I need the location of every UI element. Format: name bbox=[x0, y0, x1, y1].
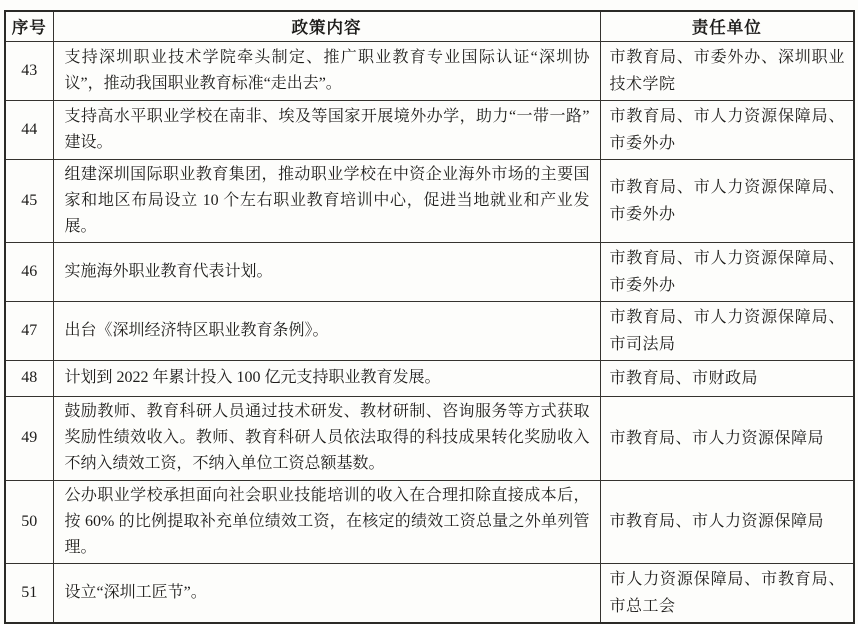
policy-content: 公办职业学校承担面向社会职业技能培训的收入在合理扣除直接成本后，按 60% 的比例提取补充单位绩效工资，在核定的绩效工资总量之外单列管理。 bbox=[53, 480, 600, 563]
policy-content: 组建深圳国际职业教育集团，推动职业学校在中资企业海外市场的主要国家和地区布局设立 10 个左右职业教育培训中心，促进当地就业和产业发展。 bbox=[53, 159, 600, 242]
row-number: 51 bbox=[5, 563, 53, 623]
table-row bbox=[5, 301, 854, 360]
row-number: 49 bbox=[5, 396, 53, 480]
row-number: 43 bbox=[5, 41, 53, 100]
header-cell-no: 序号 bbox=[5, 11, 53, 41]
table-row bbox=[5, 159, 854, 242]
row-number: 48 bbox=[5, 360, 53, 396]
table-header-row bbox=[5, 11, 854, 41]
responsible-unit: 市教育局、市人力资源保障局 bbox=[600, 480, 854, 563]
row-number: 44 bbox=[5, 100, 53, 159]
policy-content: 设立“深圳工匠节”。 bbox=[53, 563, 600, 623]
table-row bbox=[5, 360, 854, 396]
responsible-unit: 市教育局、市财政局 bbox=[600, 360, 854, 396]
policy-content: 出台《深圳经济特区职业教育条例》。 bbox=[53, 301, 600, 360]
responsible-unit: 市人力资源保障局、市教育局、市总工会 bbox=[600, 563, 854, 623]
policy-content: 支持高水平职业学校在南非、埃及等国家开展境外办学，助力“一带一路”建设。 bbox=[53, 100, 600, 159]
table-row bbox=[5, 242, 854, 301]
policy-content: 实施海外职业教育代表计划。 bbox=[53, 242, 600, 301]
responsible-unit: 市教育局、市人力资源保障局 bbox=[600, 396, 854, 480]
row-number: 46 bbox=[5, 242, 53, 301]
policy-table bbox=[4, 10, 855, 624]
responsible-unit: 市教育局、市人力资源保障局、市司法局 bbox=[600, 301, 854, 360]
policy-content: 计划到 2022 年累计投入 100 亿元支持职业教育发展。 bbox=[53, 360, 600, 396]
table-row bbox=[5, 41, 854, 100]
table-row bbox=[5, 480, 854, 563]
responsible-unit: 市教育局、市人力资源保障局、市委外办 bbox=[600, 100, 854, 159]
row-number: 50 bbox=[5, 480, 53, 563]
header-cell-unit: 责任单位 bbox=[600, 11, 854, 41]
table-row bbox=[5, 396, 854, 480]
table-row bbox=[5, 100, 854, 159]
row-number: 45 bbox=[5, 159, 53, 242]
responsible-unit: 市教育局、市人力资源保障局、市委外办 bbox=[600, 242, 854, 301]
row-number: 47 bbox=[5, 301, 53, 360]
responsible-unit: 市教育局、市委外办、深圳职业技术学院 bbox=[600, 41, 854, 100]
header-cell-content: 政策内容 bbox=[53, 11, 600, 41]
table-row bbox=[5, 563, 854, 623]
policy-content: 鼓励教师、教育科研人员通过技术研发、教材研制、咨询服务等方式获取奖励性绩效收入。教师、教育科研人员依法取得的科技成果转化奖励收入不纳入绩效工资，不纳入单位工资总额基数。 bbox=[53, 396, 600, 480]
responsible-unit: 市教育局、市人力资源保障局、市委外办 bbox=[600, 159, 854, 242]
policy-content: 支持深圳职业技术学院牵头制定、推广职业教育专业国际认证“深圳协议”，推动我国职业教育标准“走出去”。 bbox=[53, 41, 600, 100]
